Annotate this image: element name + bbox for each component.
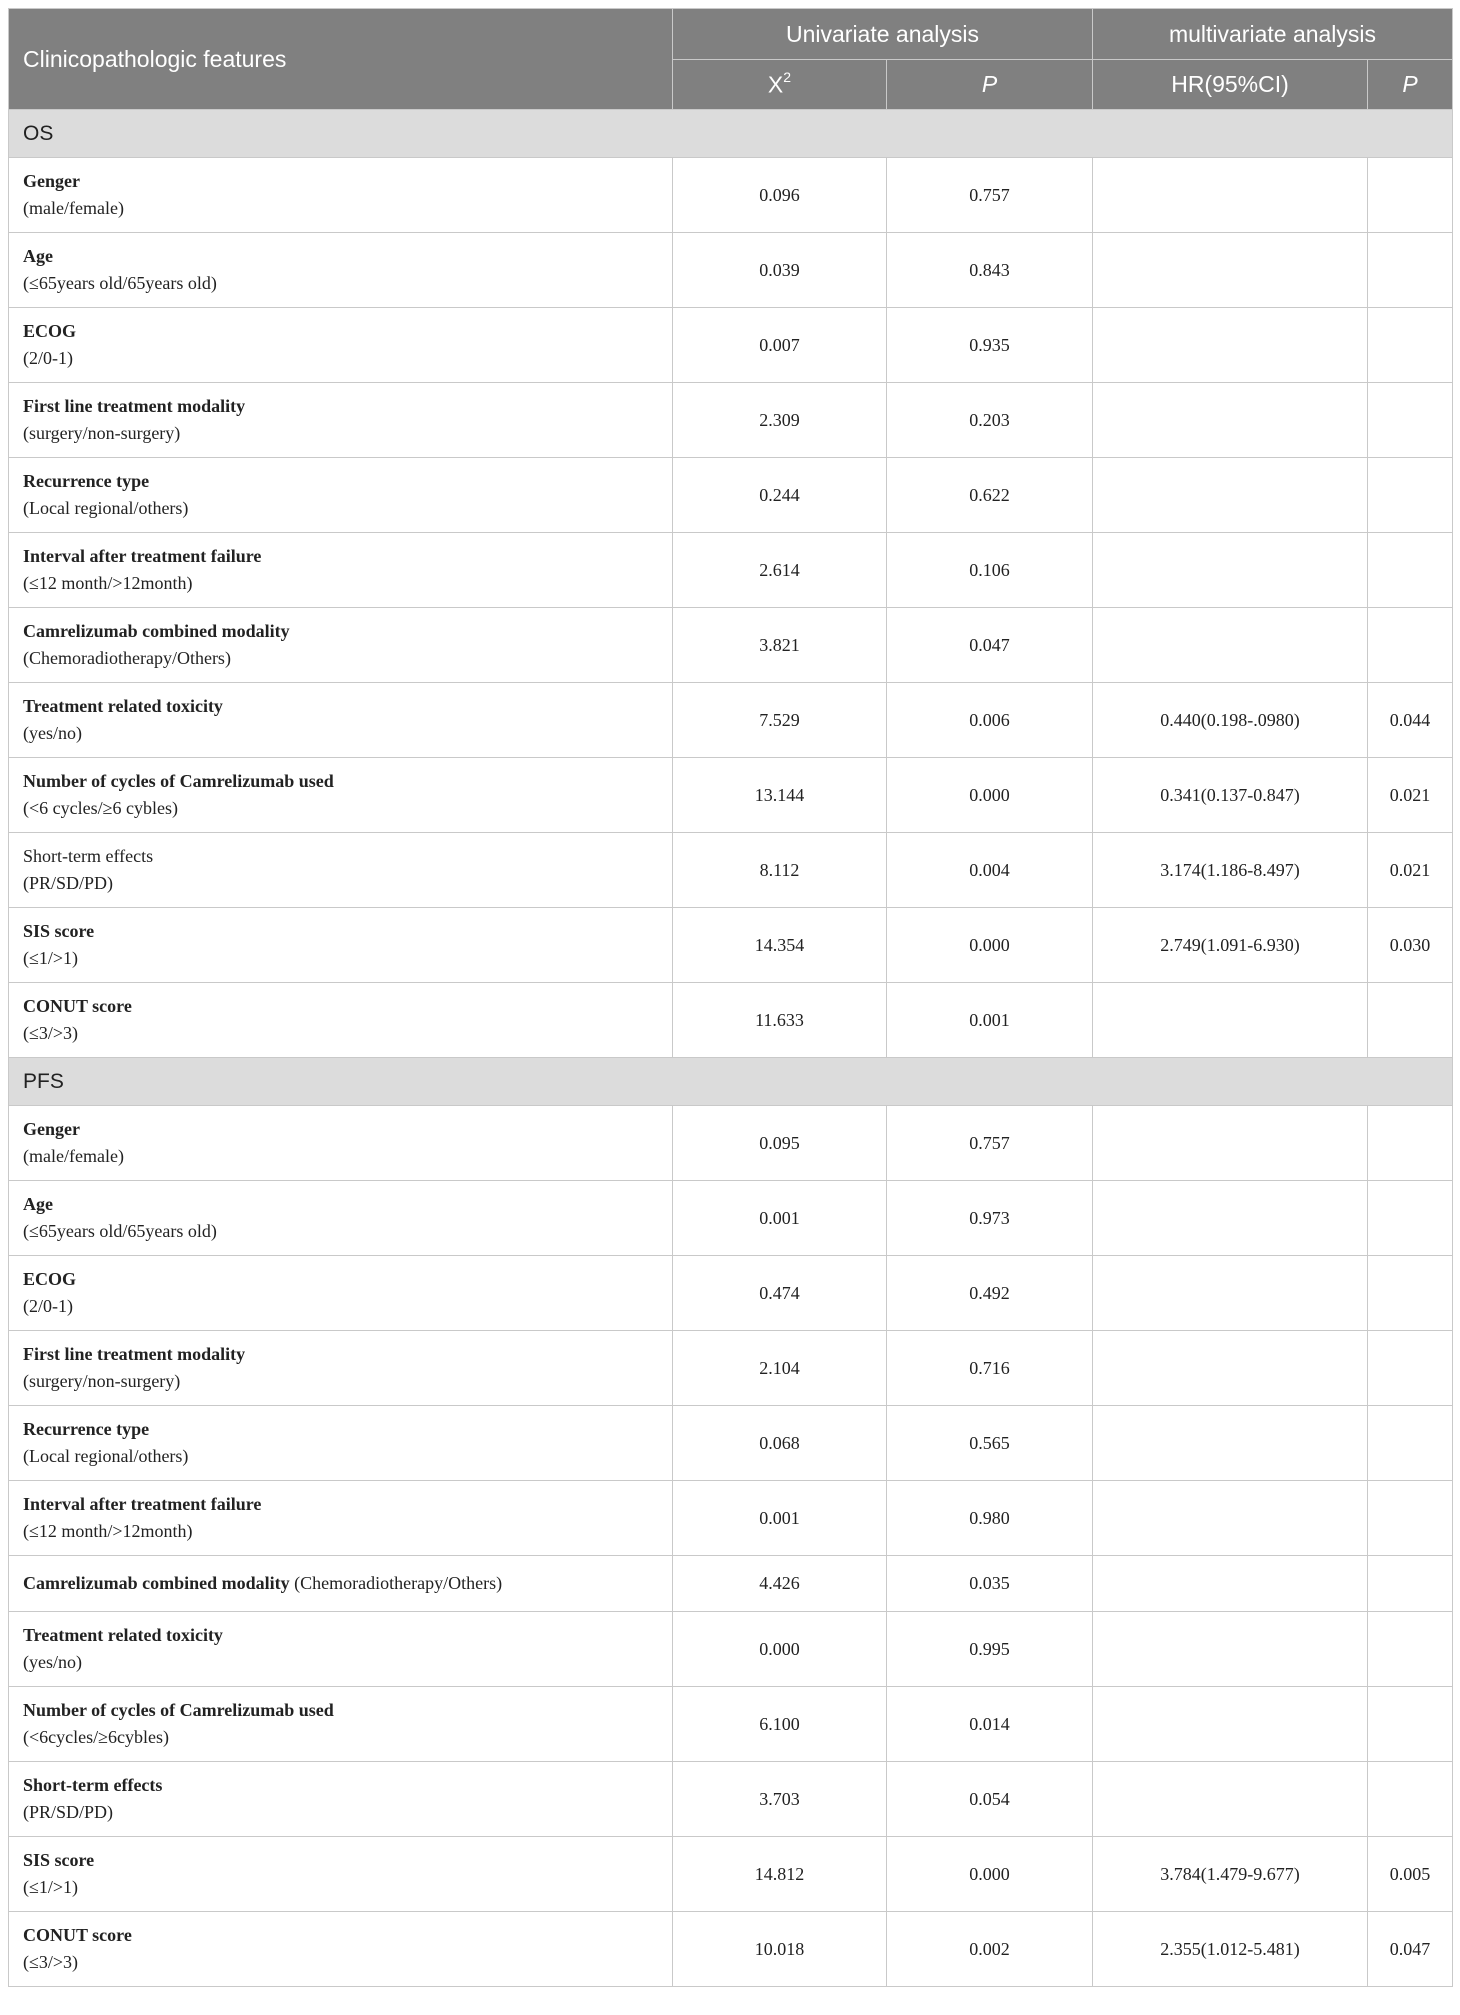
- feature-cell: [9, 1481, 673, 1556]
- x2-value: 8.112: [673, 833, 887, 908]
- table-row: [9, 1612, 1453, 1687]
- feature-name: Number of cycles of Camrelizumab used: [23, 771, 334, 791]
- p-value-univariate: 0.014: [887, 1687, 1093, 1762]
- table-row: [9, 233, 1453, 308]
- p-value-univariate: 0.716: [887, 1331, 1093, 1406]
- p-value-univariate: 0.054: [887, 1762, 1093, 1837]
- p-value-univariate: 0.935: [887, 308, 1093, 383]
- hr-value: [1093, 308, 1368, 383]
- feature-name: First line treatment modality: [23, 1344, 246, 1364]
- p-value-multivariate: [1368, 1556, 1453, 1612]
- x2-value: 0.001: [673, 1481, 887, 1556]
- hr-value: [1093, 158, 1368, 233]
- feature-detail: (PR/SD/PD): [23, 1802, 114, 1822]
- feature-name: Camrelizumab combined modality: [23, 621, 290, 641]
- feature-cell: [9, 1556, 673, 1612]
- hr-value: [1093, 1106, 1368, 1181]
- header-univariate: Univariate analysis: [673, 9, 1093, 60]
- feature-detail: (Chemoradiotherapy/Others): [294, 1573, 503, 1593]
- hr-value: [1093, 533, 1368, 608]
- feature-cell: [9, 1256, 673, 1331]
- p-value-multivariate: [1368, 1612, 1453, 1687]
- table-row: [9, 383, 1453, 458]
- x2-value: 2.104: [673, 1331, 887, 1406]
- hr-value: 3.174(1.186-8.497): [1093, 833, 1368, 908]
- hr-value: 2.355(1.012-5.481): [1093, 1912, 1368, 1987]
- feature-name: Recurrence type: [23, 471, 150, 491]
- section-row-pfs: [9, 1058, 1453, 1106]
- x2-value: 6.100: [673, 1687, 887, 1762]
- feature-detail: (≤12 month/>12month): [23, 1521, 193, 1541]
- hr-value: [1093, 233, 1368, 308]
- p-value-multivariate: 0.021: [1368, 833, 1453, 908]
- hr-value: [1093, 1256, 1368, 1331]
- header-x2-superscript: 2: [783, 68, 792, 85]
- feature-detail: (PR/SD/PD): [23, 873, 114, 893]
- feature-cell: [9, 383, 673, 458]
- feature-detail: (Local regional/others): [23, 498, 189, 518]
- feature-detail: (≤1/>1): [23, 948, 79, 968]
- feature-detail: (Local regional/others): [23, 1446, 189, 1466]
- p-value-univariate: 0.000: [887, 758, 1093, 833]
- feature-name: Camrelizumab combined modality: [23, 1573, 290, 1593]
- header-p-multivariate: P: [1368, 60, 1453, 110]
- feature-name: SIS score: [23, 1850, 95, 1870]
- table-row: [9, 1331, 1453, 1406]
- p-value-univariate: 0.203: [887, 383, 1093, 458]
- results-table: [8, 8, 1453, 1987]
- feature-name: Interval after treatment failure: [23, 546, 262, 566]
- feature-name: Treatment related toxicity: [23, 1625, 223, 1645]
- feature-detail: (≤12 month/>12month): [23, 573, 193, 593]
- x2-value: 2.309: [673, 383, 887, 458]
- table-row: [9, 458, 1453, 533]
- hr-value: [1093, 983, 1368, 1058]
- feature-detail: (2/0-1): [23, 348, 73, 368]
- feature-detail: (2/0-1): [23, 1296, 73, 1316]
- feature-cell: [9, 983, 673, 1058]
- feature-name: Short-term effects: [23, 846, 154, 866]
- p-value-multivariate: [1368, 1406, 1453, 1481]
- table-row: [9, 833, 1453, 908]
- feature-cell: [9, 683, 673, 758]
- x2-value: 13.144: [673, 758, 887, 833]
- x2-value: 14.354: [673, 908, 887, 983]
- p-value-multivariate: [1368, 1687, 1453, 1762]
- x2-value: 4.426: [673, 1556, 887, 1612]
- feature-cell: [9, 758, 673, 833]
- table-row: [9, 308, 1453, 383]
- hr-value: 3.784(1.479-9.677): [1093, 1837, 1368, 1912]
- feature-detail: (≤1/>1): [23, 1877, 79, 1897]
- feature-detail: (male/female): [23, 198, 124, 218]
- hr-value: [1093, 1762, 1368, 1837]
- section-title: PFS: [9, 1058, 1453, 1106]
- hr-value: [1093, 383, 1368, 458]
- table-row: [9, 1256, 1453, 1331]
- x2-value: 0.039: [673, 233, 887, 308]
- p-value-multivariate: [1368, 608, 1453, 683]
- section-title: OS: [9, 110, 1453, 158]
- feature-name: Short-term effects: [23, 1775, 163, 1795]
- table-body: [9, 110, 1453, 1987]
- feature-name: CONUT score: [23, 1925, 132, 1945]
- hr-value: 0.341(0.137-0.847): [1093, 758, 1368, 833]
- feature-name: Genger: [23, 1119, 80, 1139]
- hr-value: [1093, 1612, 1368, 1687]
- table-row: [9, 1556, 1453, 1612]
- feature-name: Genger: [23, 171, 80, 191]
- p-value-univariate: 0.004: [887, 833, 1093, 908]
- table-row: [9, 608, 1453, 683]
- p-value-multivariate: [1368, 1106, 1453, 1181]
- p-value-multivariate: [1368, 533, 1453, 608]
- feature-cell: [9, 158, 673, 233]
- hr-value: [1093, 1687, 1368, 1762]
- feature-detail: (<6cycles/≥6cybles): [23, 1727, 169, 1747]
- feature-cell: [9, 1837, 673, 1912]
- table-row: [9, 1837, 1453, 1912]
- feature-name: Age: [23, 246, 53, 266]
- table-row: [9, 1687, 1453, 1762]
- feature-name: Age: [23, 1194, 53, 1214]
- feature-detail: (≤3/>3): [23, 1023, 79, 1043]
- x2-value: 7.529: [673, 683, 887, 758]
- hr-value: [1093, 458, 1368, 533]
- p-value-univariate: 0.973: [887, 1181, 1093, 1256]
- p-value-univariate: 0.843: [887, 233, 1093, 308]
- p-value-univariate: 0.757: [887, 1106, 1093, 1181]
- feature-name: CONUT score: [23, 996, 132, 1016]
- feature-detail: (surgery/non-surgery): [23, 1371, 181, 1391]
- p-value-univariate: 0.492: [887, 1256, 1093, 1331]
- table-row: [9, 683, 1453, 758]
- table-header: [9, 9, 1453, 110]
- feature-cell: [9, 1106, 673, 1181]
- feature-cell: [9, 908, 673, 983]
- hr-value: [1093, 1406, 1368, 1481]
- table-row: [9, 533, 1453, 608]
- p-value-multivariate: 0.005: [1368, 1837, 1453, 1912]
- x2-value: 2.614: [673, 533, 887, 608]
- feature-detail: (yes/no): [23, 723, 82, 743]
- table-row: [9, 158, 1453, 233]
- p-value-multivariate: [1368, 233, 1453, 308]
- x2-value: 10.018: [673, 1912, 887, 1987]
- p-value-univariate: 0.001: [887, 983, 1093, 1058]
- feature-name: Interval after treatment failure: [23, 1494, 262, 1514]
- x2-value: 0.068: [673, 1406, 887, 1481]
- header-x2: [673, 60, 887, 110]
- p-value-multivariate: 0.030: [1368, 908, 1453, 983]
- feature-name: Recurrence type: [23, 1419, 150, 1439]
- header-p-univariate: P: [887, 60, 1093, 110]
- feature-cell: [9, 1762, 673, 1837]
- p-value-multivariate: [1368, 308, 1453, 383]
- table-row: [9, 1406, 1453, 1481]
- p-value-multivariate: [1368, 1181, 1453, 1256]
- p-value-multivariate: [1368, 158, 1453, 233]
- hr-value: 2.749(1.091-6.930): [1093, 908, 1368, 983]
- p-value-multivariate: 0.047: [1368, 1912, 1453, 1987]
- table-row: [9, 1912, 1453, 1987]
- feature-cell: [9, 1612, 673, 1687]
- p-value-univariate: 0.002: [887, 1912, 1093, 1987]
- p-value-univariate: 0.980: [887, 1481, 1093, 1556]
- section-row-os: [9, 110, 1453, 158]
- feature-cell: [9, 1331, 673, 1406]
- table-row: [9, 758, 1453, 833]
- feature-detail: (<6 cycles/≥6 cybles): [23, 798, 178, 818]
- feature-cell: [9, 533, 673, 608]
- table-row: [9, 1181, 1453, 1256]
- feature-detail: (male/female): [23, 1146, 124, 1166]
- feature-name: First line treatment modality: [23, 396, 246, 416]
- feature-cell: [9, 458, 673, 533]
- feature-detail: (≤65years old/65years old): [23, 1221, 217, 1241]
- feature-detail: (≤3/>3): [23, 1952, 79, 1972]
- x2-value: 0.244: [673, 458, 887, 533]
- table-row: [9, 983, 1453, 1058]
- x2-value: 3.821: [673, 608, 887, 683]
- x2-value: 14.812: [673, 1837, 887, 1912]
- p-value-multivariate: [1368, 458, 1453, 533]
- table-row: [9, 1106, 1453, 1181]
- feature-name: Treatment related toxicity: [23, 696, 223, 716]
- p-value-univariate: 0.035: [887, 1556, 1093, 1612]
- feature-cell: [9, 1912, 673, 1987]
- p-value-multivariate: [1368, 383, 1453, 458]
- p-value-multivariate: 0.021: [1368, 758, 1453, 833]
- feature-detail: (≤65years old/65years old): [23, 273, 217, 293]
- x2-value: 0.095: [673, 1106, 887, 1181]
- p-value-univariate: 0.047: [887, 608, 1093, 683]
- x2-value: 0.000: [673, 1612, 887, 1687]
- feature-cell: [9, 1181, 673, 1256]
- hr-value: 0.440(0.198-.0980): [1093, 683, 1368, 758]
- x2-value: 0.007: [673, 308, 887, 383]
- p-value-multivariate: 0.044: [1368, 683, 1453, 758]
- table-row: [9, 1762, 1453, 1837]
- p-value-univariate: 0.757: [887, 158, 1093, 233]
- feature-detail: (Chemoradiotherapy/Others): [23, 648, 231, 668]
- hr-value: [1093, 1481, 1368, 1556]
- feature-cell: [9, 1406, 673, 1481]
- p-value-multivariate: [1368, 1481, 1453, 1556]
- p-value-multivariate: [1368, 1762, 1453, 1837]
- header-hr: HR(95%CI): [1093, 60, 1368, 110]
- p-value-univariate: 0.000: [887, 1837, 1093, 1912]
- table-row: [9, 1481, 1453, 1556]
- header-multivariate: multivariate analysis: [1093, 9, 1453, 60]
- feature-cell: [9, 608, 673, 683]
- feature-detail: (yes/no): [23, 1652, 82, 1672]
- x2-value: 3.703: [673, 1762, 887, 1837]
- p-value-univariate: 0.995: [887, 1612, 1093, 1687]
- p-value-multivariate: [1368, 1256, 1453, 1331]
- feature-cell: [9, 1687, 673, 1762]
- feature-name: SIS score: [23, 921, 95, 941]
- x2-value: 0.474: [673, 1256, 887, 1331]
- feature-cell: [9, 833, 673, 908]
- p-value-multivariate: [1368, 1331, 1453, 1406]
- p-value-univariate: 0.106: [887, 533, 1093, 608]
- table-row: [9, 908, 1453, 983]
- p-value-univariate: 0.622: [887, 458, 1093, 533]
- hr-value: [1093, 1556, 1368, 1612]
- feature-cell: [9, 233, 673, 308]
- p-value-univariate: 0.000: [887, 908, 1093, 983]
- header-x2-base: X: [767, 71, 784, 98]
- hr-value: [1093, 1331, 1368, 1406]
- x2-value: 0.001: [673, 1181, 887, 1256]
- header-features: Clinicopathologic features: [9, 9, 673, 110]
- feature-name: ECOG: [23, 321, 77, 341]
- p-value-univariate: 0.565: [887, 1406, 1093, 1481]
- x2-value: 11.633: [673, 983, 887, 1058]
- feature-detail: (surgery/non-surgery): [23, 423, 181, 443]
- x2-value: 0.096: [673, 158, 887, 233]
- p-value-univariate: 0.006: [887, 683, 1093, 758]
- feature-cell: [9, 308, 673, 383]
- p-value-multivariate: [1368, 983, 1453, 1058]
- table-container: [8, 8, 1452, 1987]
- hr-value: [1093, 1181, 1368, 1256]
- feature-name: ECOG: [23, 1269, 77, 1289]
- hr-value: [1093, 608, 1368, 683]
- feature-name: Number of cycles of Camrelizumab used: [23, 1700, 334, 1720]
